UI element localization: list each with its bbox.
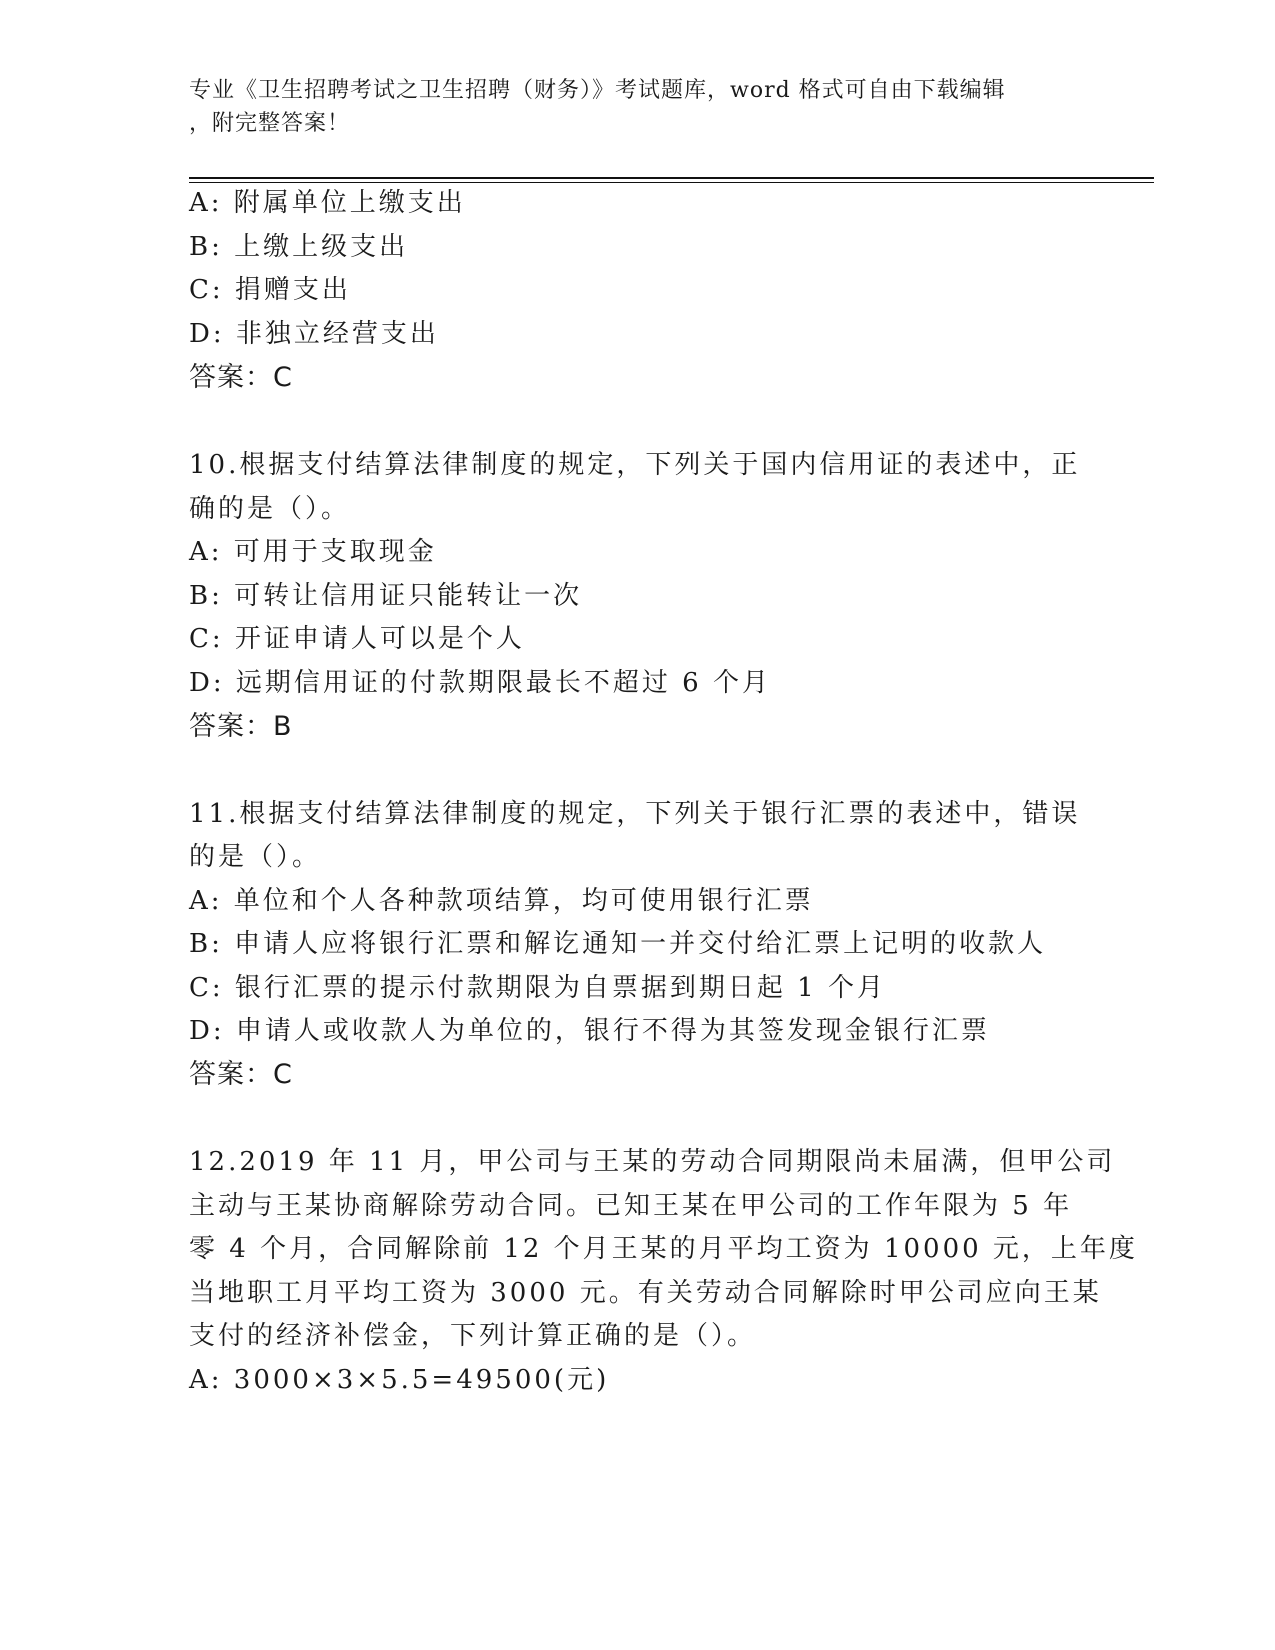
q11-stem-line-2: 的是（）。 [189, 842, 322, 872]
header-divider-thick [189, 177, 1154, 179]
header-line-1: 专业《卫生招聘考试之卫生招聘（财务）》考试题库，word 格式可自由下载编辑 [189, 78, 1006, 103]
q12-option-a: A: 3000×3×5.5=49500(元) [189, 1365, 610, 1395]
q10-option-a: A: 可用于支取现金 [189, 537, 437, 567]
q11-option-d: D: 申请人或收款人为单位的，银行不得为其签发现金银行汇票 [189, 1016, 990, 1046]
q9-answer: 答案：C [189, 362, 293, 393]
q12-stem-line-5: 支付的经济补偿金，下列计算正确的是（）。 [189, 1321, 757, 1351]
q9-option-b: B: 上缴上级支出 [189, 232, 409, 262]
q12-stem-line-2: 主动与王某协商解除劳动合同。已知王某在甲公司的工作年限为 5 年 [189, 1191, 1073, 1221]
q11-option-a: A: 单位和个人各种款项结算，均可使用银行汇票 [189, 886, 814, 916]
q11-option-c: C: 银行汇票的提示付款期限为自票据到期日起 1 个月 [189, 973, 886, 1003]
q9-option-d: D: 非独立经营支出 [189, 319, 439, 349]
q10-answer: 答案：B [189, 711, 293, 742]
q10-option-b: B: 可转让信用证只能转让一次 [189, 581, 583, 611]
q11-option-b: B: 申请人应将银行汇票和解讫通知一并交付给汇票上记明的收款人 [189, 929, 1047, 959]
q10-option-d: D: 远期信用证的付款期限最长不超过 6 个月 [189, 668, 771, 698]
q12-stem-line-4: 当地职工月平均工资为 3000 元。有关劳动合同解除时甲公司应向王某 [189, 1278, 1102, 1308]
header-line-2: ，附完整答案！ [189, 111, 351, 136]
q10-option-c: C: 开证申请人可以是个人 [189, 624, 525, 654]
q9-option-c: C: 捐赠支出 [189, 275, 351, 305]
q12-stem-line-1: 12.2019 年 11 月，甲公司与王某的劳动合同期限尚未届满，但甲公司 [189, 1147, 1116, 1177]
document-header [189, 74, 1089, 140]
q11-answer: 答案：C [189, 1059, 293, 1090]
q9-option-a: A: 附属单位上缴支出 [189, 188, 466, 218]
header-divider-thin [189, 182, 1154, 183]
q12-stem-line-3: 零 4 个月，合同解除前 12 个月王某的月平均工资为 10000 元，上年度 [189, 1234, 1138, 1264]
q10-stem-line-1: 10.根据支付结算法律制度的规定，下列关于国内信用证的表述中，正 [189, 450, 1081, 480]
q10-stem-line-2: 确的是（）。 [189, 494, 351, 524]
q11-stem-line-1: 11.根据支付结算法律制度的规定，下列关于银行汇票的表述中，错误 [189, 799, 1081, 829]
